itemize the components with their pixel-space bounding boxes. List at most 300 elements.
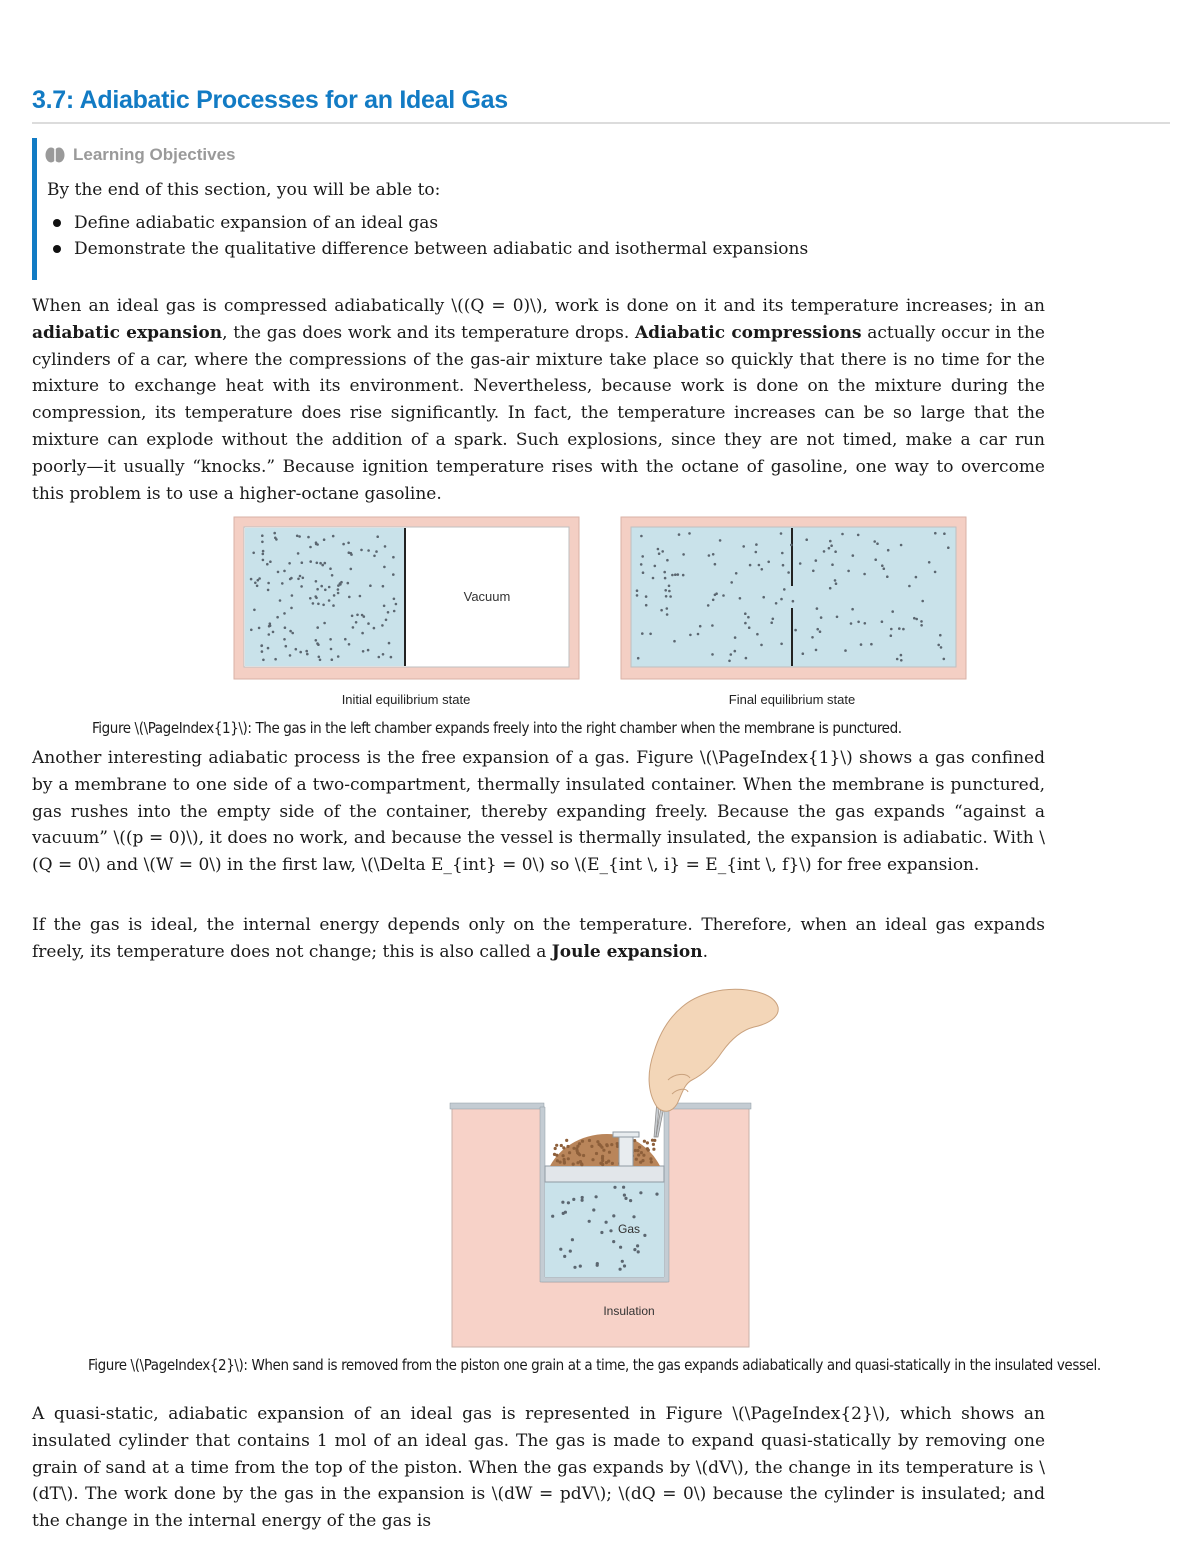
gas-particle [319, 562, 322, 565]
gas-particle [816, 628, 819, 631]
gas-particle [636, 1244, 639, 1247]
gas-particle [297, 578, 300, 581]
gas-particle [847, 570, 850, 573]
gas-particle [887, 549, 890, 552]
gas-particle [669, 595, 672, 598]
gas-particle [323, 538, 326, 541]
gas-particle [758, 564, 761, 567]
gas-particle [261, 650, 264, 653]
gas-particle [639, 1191, 642, 1194]
gas-particle [596, 1264, 599, 1267]
gas-particle [831, 563, 834, 566]
gas-particle [852, 554, 855, 557]
gas-particle [742, 545, 745, 548]
gas-particle [390, 656, 393, 659]
gas-particle [381, 624, 384, 627]
gas-particle [722, 594, 725, 597]
gas-particle [373, 627, 376, 630]
sand-grain [559, 1161, 562, 1164]
sand-grain [554, 1147, 557, 1150]
gas-particle [329, 567, 332, 570]
gas-particle [748, 626, 751, 629]
sand-grain [611, 1162, 614, 1165]
gas-particle [623, 1264, 626, 1267]
sand-grain [652, 1143, 655, 1146]
gas-particle [815, 559, 818, 562]
gas-particle [674, 573, 677, 576]
gas-particle [708, 554, 711, 557]
gas-particle [896, 658, 899, 661]
gas-particle [348, 643, 351, 646]
gas-particle [934, 571, 937, 574]
gas-particle [745, 657, 748, 660]
gas-particle [564, 1211, 567, 1214]
gas-particle [331, 574, 334, 577]
gas-particle [799, 562, 802, 565]
sand-grain [582, 1154, 585, 1157]
gas-particle [322, 604, 325, 607]
gas-particle [332, 604, 335, 607]
gas-particle [347, 542, 350, 545]
gas-particle [642, 571, 645, 574]
gas-particle [559, 1248, 562, 1251]
gas-particle [253, 609, 256, 612]
gas-particle [829, 587, 832, 590]
gas-particle [767, 561, 770, 564]
gas-particle [267, 589, 270, 592]
gas-particle [943, 532, 946, 535]
gas-particle [890, 634, 893, 637]
term-joule-expansion: Joule expansion [551, 941, 703, 962]
gas-label: Gas [617, 1222, 641, 1236]
gas-particle [666, 559, 669, 562]
gas-particle [283, 570, 286, 573]
gas-particle [383, 605, 386, 608]
gas-particle [337, 655, 340, 658]
sand-grain [596, 1140, 599, 1143]
gas-particle [252, 552, 255, 555]
final-state-label: Final equilibrium state [728, 692, 856, 707]
gas-particle [283, 638, 286, 641]
gas-particle [780, 598, 783, 601]
gas-particle [605, 1221, 608, 1224]
gas-particle [274, 537, 277, 540]
gas-particle [660, 609, 663, 612]
gas-particle [787, 571, 790, 574]
gas-particle [761, 568, 764, 571]
figure-1-illustration [32, 514, 1132, 714]
gas-particle [641, 555, 644, 558]
gas-particle [312, 602, 315, 605]
gas-particle [291, 632, 294, 635]
figure-1 [32, 514, 1132, 714]
objective-item: Demonstrate the qualitative difference between adiabatic and isothermal expansions [47, 236, 808, 262]
sand-grain [588, 1139, 591, 1142]
gas-particle [755, 543, 758, 546]
gas-particle [392, 573, 395, 576]
sand-grain [652, 1148, 655, 1151]
gas-particle [579, 1265, 582, 1268]
gas-particle [258, 627, 261, 630]
gas-particle [387, 611, 390, 614]
gas-particle [305, 650, 308, 653]
sand-grain [563, 1161, 566, 1164]
sand-grain [635, 1158, 638, 1161]
sand-grain [638, 1146, 641, 1149]
gas-particle [844, 649, 847, 652]
gas-particle [612, 1240, 615, 1243]
sand-grain [649, 1157, 652, 1160]
sand-grain [608, 1151, 611, 1154]
gas-particle [277, 571, 280, 574]
term-adiabatic-compressions: Adiabatic compressions [634, 322, 862, 343]
gas-particle [790, 544, 793, 547]
sand-grain [566, 1145, 569, 1148]
gas-particle [285, 645, 288, 648]
gas-particle [319, 659, 322, 662]
gas-particle [348, 596, 351, 599]
hand [649, 989, 778, 1111]
gas-particle [711, 653, 714, 656]
paragraph-quasi-static-expansion: A quasi-static, adiabatic expansion of an ideal gas is represented in Figure \(\PageIndex{2}\), which shows an insulated cylinder that contains 1 mol of an ideal gas. The gas is made to expand quasi-statically by removing one grain of sand at a time from the top of the piston. When the gas expands by \(dV\), the change in its temperature is \(dT\). The work done by the gas in the expansion is \(dW = pdV\); \(dQ = 0\) because the cylinder is insulated; and the change in the internal energy of the gas is [32, 1404, 1045, 1532]
gas-particle [295, 648, 298, 651]
gas-particle [665, 595, 668, 598]
gas-region [545, 1182, 664, 1277]
gas-particle [269, 560, 272, 563]
gas-particle [356, 614, 359, 617]
gas-particle [337, 588, 340, 591]
gas-particle [900, 544, 903, 547]
gas-particle [640, 535, 643, 538]
gas-compartment-full [631, 527, 956, 667]
gas-particle [876, 542, 879, 545]
sand-grain [650, 1160, 653, 1163]
gas-particle [355, 621, 358, 624]
sand-grain [633, 1139, 636, 1142]
gas-particle [320, 585, 323, 588]
gas-particle [250, 578, 253, 581]
vacuum-label: Vacuum [463, 589, 511, 604]
gas-particle [330, 648, 333, 651]
gas-particle [373, 555, 376, 558]
sand-grain [653, 1139, 656, 1142]
gas-particle [328, 586, 331, 589]
gas-particle [943, 658, 946, 661]
gas-particle [315, 580, 318, 583]
gas-particle [595, 1195, 598, 1198]
gas-particle [323, 622, 326, 625]
gas-particle [361, 614, 364, 617]
gas-particle [645, 604, 648, 607]
gas-particle [393, 610, 396, 613]
bullet-icon [53, 245, 61, 253]
gas-particle [749, 564, 752, 567]
sand-grain [581, 1140, 584, 1143]
gas-particle [332, 535, 335, 538]
sand-grain [646, 1141, 649, 1144]
sand-grain [553, 1153, 556, 1156]
gas-particle [561, 1201, 564, 1204]
sand-grain [555, 1144, 558, 1147]
gas-particle [291, 594, 294, 597]
gas-particle [836, 616, 839, 619]
gas-particle [382, 653, 385, 656]
gas-particle [316, 626, 319, 629]
gas-particle [649, 633, 652, 636]
gas-particle [819, 630, 822, 633]
gas-particle [262, 559, 265, 562]
gas-particle [307, 536, 310, 539]
gas-particle [835, 582, 838, 585]
gas-particle [624, 1197, 627, 1200]
gas-particle [279, 599, 282, 602]
gas-particle [782, 564, 785, 567]
gas-particle [850, 622, 853, 625]
gas-particle [900, 659, 903, 662]
sand-grain [562, 1146, 565, 1149]
gas-particle [908, 585, 911, 588]
gas-particle [600, 1231, 603, 1234]
gas-particle [337, 592, 340, 595]
title-divider [32, 122, 1170, 124]
gas-particle [928, 561, 931, 564]
gas-particle [388, 642, 391, 645]
gas-particle [324, 562, 327, 565]
gas-particle [823, 550, 826, 553]
sand-grain [572, 1147, 575, 1150]
gas-particle [315, 639, 318, 642]
gas-particle [359, 595, 362, 598]
gas-compartment-left [245, 528, 404, 666]
gas-particle [841, 533, 844, 536]
gas-particle [324, 589, 327, 592]
sand-grain [616, 1142, 619, 1145]
gas-particle [268, 633, 271, 636]
gas-particle [640, 563, 643, 566]
sand-grain [591, 1158, 594, 1161]
figure-2 [442, 982, 792, 1352]
sand-grain [576, 1161, 579, 1164]
gas-particle [860, 643, 863, 646]
gas-particle [612, 1214, 615, 1217]
gas-particle [812, 570, 815, 573]
gas-particle [306, 653, 309, 656]
gas-particle [735, 572, 738, 575]
gas-particle [940, 646, 943, 649]
gas-particle [347, 582, 350, 585]
sand-grain [601, 1159, 604, 1162]
sand-grain [599, 1162, 602, 1165]
gas-particle [619, 1246, 622, 1249]
gas-particle [314, 595, 317, 598]
objectives-heading-text: Learning Objectives [73, 145, 236, 164]
gas-particle [316, 642, 319, 645]
gas-particle [775, 602, 778, 605]
sand-grain [580, 1163, 583, 1166]
gas-particle [780, 643, 783, 646]
gas-particle [820, 616, 823, 619]
sand-grain [599, 1144, 602, 1147]
gas-particle [262, 550, 265, 553]
gas-particle [881, 620, 884, 623]
gas-particle [588, 1220, 591, 1223]
gas-particle [350, 553, 353, 556]
sand-grain [578, 1153, 581, 1156]
gas-particle [857, 621, 860, 624]
gas-particle [794, 629, 797, 632]
gas-particle [276, 616, 279, 619]
gas-particle [290, 577, 293, 580]
gas-particle [299, 651, 302, 654]
gas-particle [668, 590, 671, 593]
gas-particle [317, 603, 320, 606]
gas-particle [289, 630, 292, 633]
gas-particle [571, 1238, 574, 1241]
gas-particle [697, 633, 700, 636]
sand-grain [646, 1147, 649, 1150]
sand-grain [590, 1145, 593, 1148]
gas-particle [623, 1194, 626, 1197]
objectives-list [47, 210, 808, 262]
paragraph-joule-expansion: If the gas is ideal, the internal energy depends only on the temperature. Therefore, when an ideal gas expands freely, its temperature does not change; this is also called a Joule expansion. [32, 915, 1045, 962]
gas-particle [360, 549, 363, 552]
gas-particle [677, 573, 680, 576]
gas-particle [267, 647, 270, 650]
gas-particle [864, 622, 867, 625]
gas-particle [261, 541, 264, 544]
gas-particle [699, 625, 702, 628]
gas-particle [714, 594, 717, 597]
gas-particle [762, 596, 765, 599]
figure-2-illustration [442, 982, 792, 1352]
gas-particle [920, 624, 923, 627]
gas-particle [851, 608, 854, 611]
sand-grain [637, 1153, 640, 1156]
gas-particle [262, 659, 265, 662]
gas-particle [301, 561, 304, 564]
gas-particle [870, 643, 873, 646]
gas-particle [609, 1229, 612, 1232]
sand-grain [595, 1152, 598, 1155]
sand-grain [602, 1149, 605, 1152]
gas-particle [256, 585, 259, 588]
gas-particle [622, 1186, 625, 1189]
gas-particle [283, 612, 286, 615]
gas-particle [342, 543, 345, 546]
sand-grain [601, 1155, 604, 1158]
gas-particle [260, 645, 263, 648]
gas-particle [369, 584, 372, 587]
gas-particle [834, 579, 837, 582]
gas-particle [290, 607, 293, 610]
gas-particle [947, 546, 950, 549]
gas-particle [289, 654, 292, 657]
gas-particle [792, 600, 795, 603]
gas-particle [298, 535, 301, 538]
gas-particle [315, 543, 318, 546]
gas-particle [730, 581, 733, 584]
gas-particle [362, 650, 365, 653]
sand-grain [565, 1139, 568, 1142]
sand-grain [568, 1151, 571, 1154]
gas-particle [632, 1215, 635, 1218]
gas-particle [652, 577, 655, 580]
gas-particle [257, 579, 260, 582]
gas-particle [664, 577, 667, 580]
gas-particle [378, 656, 381, 659]
gas-particle [921, 600, 924, 603]
gas-particle [367, 622, 370, 625]
piston-rod [619, 1134, 633, 1166]
gas-particle [755, 551, 758, 554]
gas-particle [273, 532, 276, 535]
gas-particle [728, 660, 731, 663]
gas-particle [348, 551, 351, 554]
gas-particle [309, 560, 312, 563]
gas-particle [712, 599, 715, 602]
gas-particle [395, 603, 398, 606]
gas-particle [563, 1255, 566, 1258]
gas-particle [719, 539, 722, 542]
gas-particle [551, 1215, 554, 1218]
gas-particle [886, 575, 889, 578]
gas-particle [274, 658, 277, 661]
sand-grain [578, 1142, 581, 1145]
gas-particle [688, 532, 691, 535]
gas-particle [902, 628, 905, 631]
sand-grain [572, 1163, 575, 1166]
gas-particle [288, 562, 291, 565]
bullet-icon [53, 219, 61, 227]
gas-particle [658, 552, 661, 555]
gas-particle [744, 612, 747, 615]
gas-particle [309, 546, 312, 549]
objectives-heading [45, 145, 236, 165]
gas-particle [829, 540, 832, 543]
term-adiabatic-expansion: adiabatic expansion [32, 322, 223, 343]
gas-particle [734, 650, 737, 653]
gas-particle [707, 604, 710, 607]
gas-particle [689, 634, 692, 637]
gas-particle [361, 632, 364, 635]
gas-particle [316, 562, 319, 565]
gas-particle [641, 632, 644, 635]
gas-particle [351, 615, 354, 618]
gas-particle [883, 567, 886, 570]
gas-particle [383, 566, 386, 569]
gas-particle [770, 621, 773, 624]
gas-particle [636, 594, 639, 597]
figure-1-caption: Figure \(\PageIndex{1}\): The gas in the left chamber expands freely into the right chamber when the membrane is punctured. [92, 719, 902, 737]
gas-particle [331, 658, 334, 661]
sand-grain [640, 1151, 643, 1154]
gas-particle [269, 622, 272, 625]
gas-particle [573, 1266, 576, 1269]
gas-particle [567, 1201, 570, 1204]
gas-particle [352, 626, 355, 629]
gas-particle [730, 653, 733, 656]
gas-particle [671, 574, 674, 577]
gas-particle [666, 607, 669, 610]
gas-particle [392, 556, 395, 559]
gas-particle [318, 656, 321, 659]
gas-particle [739, 597, 742, 600]
gas-particle [666, 613, 669, 616]
gas-particle [261, 534, 264, 537]
gas-particle [805, 538, 808, 541]
gas-particle [816, 607, 819, 610]
gas-particle [873, 540, 876, 543]
